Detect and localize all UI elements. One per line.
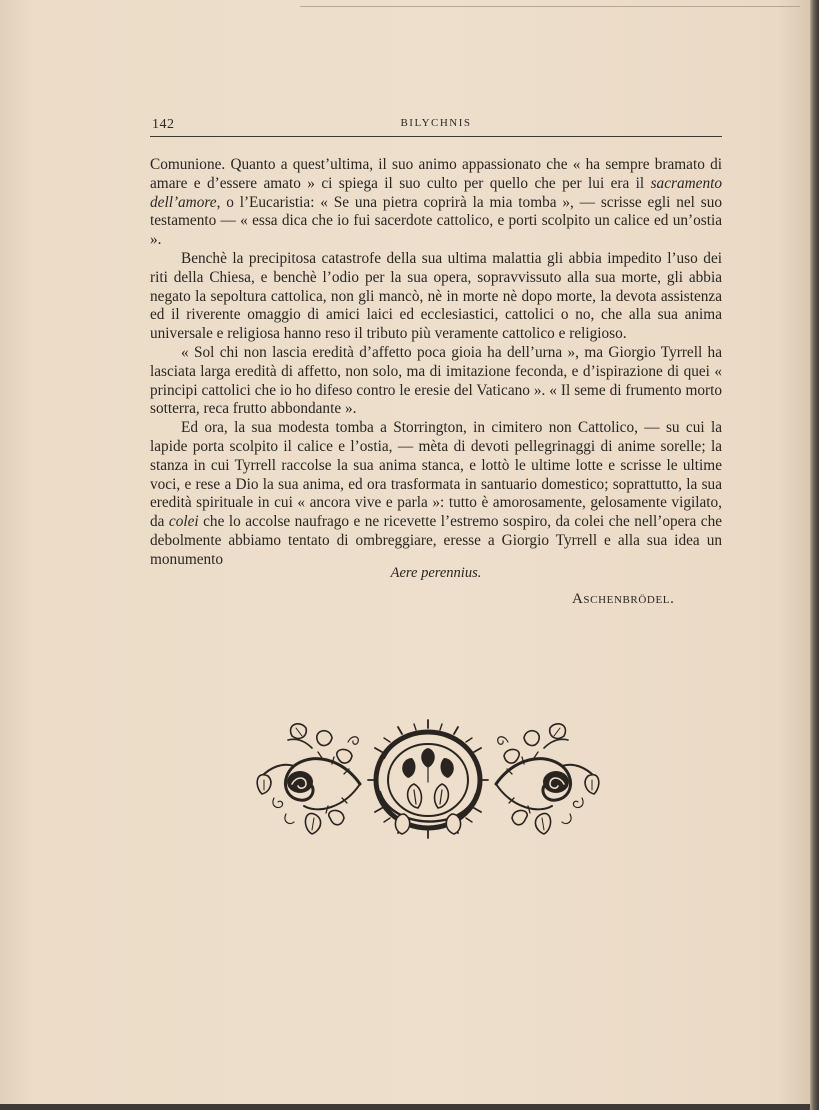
text-run: Ed ora, la sua modesta tomba a Storrington, in cimitero non Cattolico, — su cui la lapide porta scolpito il calice e l’ostia, — mèta di devoti pellegrinaggi di anime sorelle; la stanza in cui Tyrrell raccolse la sua anima stanca, e lottò le ultime lotte e scrisse le ultime voci, e rese a Dio la sua anima, ed ora trasformata in santuario domestico; soprattutto, la sua eredità spirituale in cui « ancora vive e parla »: tutto è amorosamente, gelosamente vigilato, da (150, 419, 722, 531)
article-body (150, 156, 722, 570)
italic-phrase: colei (168, 513, 199, 531)
italic-phrase: sacramento dell’amore (150, 174, 722, 211)
text-run: , o l’Eucaristia: « Se una pietra coprirà la mia tomba », — scrisse egli nel suo testamento — « essa dica che io fui sacerdote cattolico, e porti scolpito un calice ed un’ostia ». (150, 193, 722, 249)
closing-motto: Aere perennius. (390, 565, 482, 581)
text-run: Comunione. Quanto a quest’ultima, il suo animo appassionato che « ha sempre bramato di amare e d’essere amato » ci spiega il suo culto per quello che per lui era il (150, 156, 722, 192)
author-signature: Aschenbrödel. (572, 591, 675, 607)
floral-thorn-wreath-vignette-icon (252, 718, 604, 846)
text-run: « Sol chi non lascia eredità d’affetto poca gioia ha dell’urna », ma Giorgio Tyrrell ha lasciata larga eredità di affetto, non solo, ma di imitazione feconda, e d’ispirazione di quei « principi cattolici che io ho difeso contro le eresie del Vaticano ». « Il seme di frumento morto sotterra, reca frutto abbondante ». (150, 343, 722, 418)
article-paragraph (150, 250, 722, 344)
page-top-rule (300, 6, 800, 7)
article-paragraph (150, 156, 722, 250)
article-paragraph (150, 419, 722, 569)
page-edge-shadow (810, 0, 819, 1110)
header-rule (150, 136, 722, 137)
text-run: che lo accolse naufrago e ne ricevette l’estremo sospiro, da colei che nell’opera che debolmente abbiamo tentato di ombreggiare, eresse a Giorgio Tyrrell e alla sua idea un monumento (150, 513, 723, 568)
journal-title: BILYCHNIS (400, 117, 472, 129)
running-head (150, 115, 722, 139)
article-paragraph (150, 344, 722, 419)
text-run: Benchè la precipitosa catastrofe della sua ultima malattia gli abbia impedito l’uso dei riti della Chiesa, e benchè l’odio per la sua opera, sopravvissuto alla sua morte, gli abbia negato la sepoltura cattolica, non gli mancò, nè in morte nè dopo morte, la devota assistenza ed il riverente omaggio di amici laici ed ecclesiastici, cattolici o no, che alla sua anima universale e religiosa hanno reso il tributo più veramente cattolico e religioso. (150, 249, 722, 343)
page-number: 142 (152, 117, 175, 132)
